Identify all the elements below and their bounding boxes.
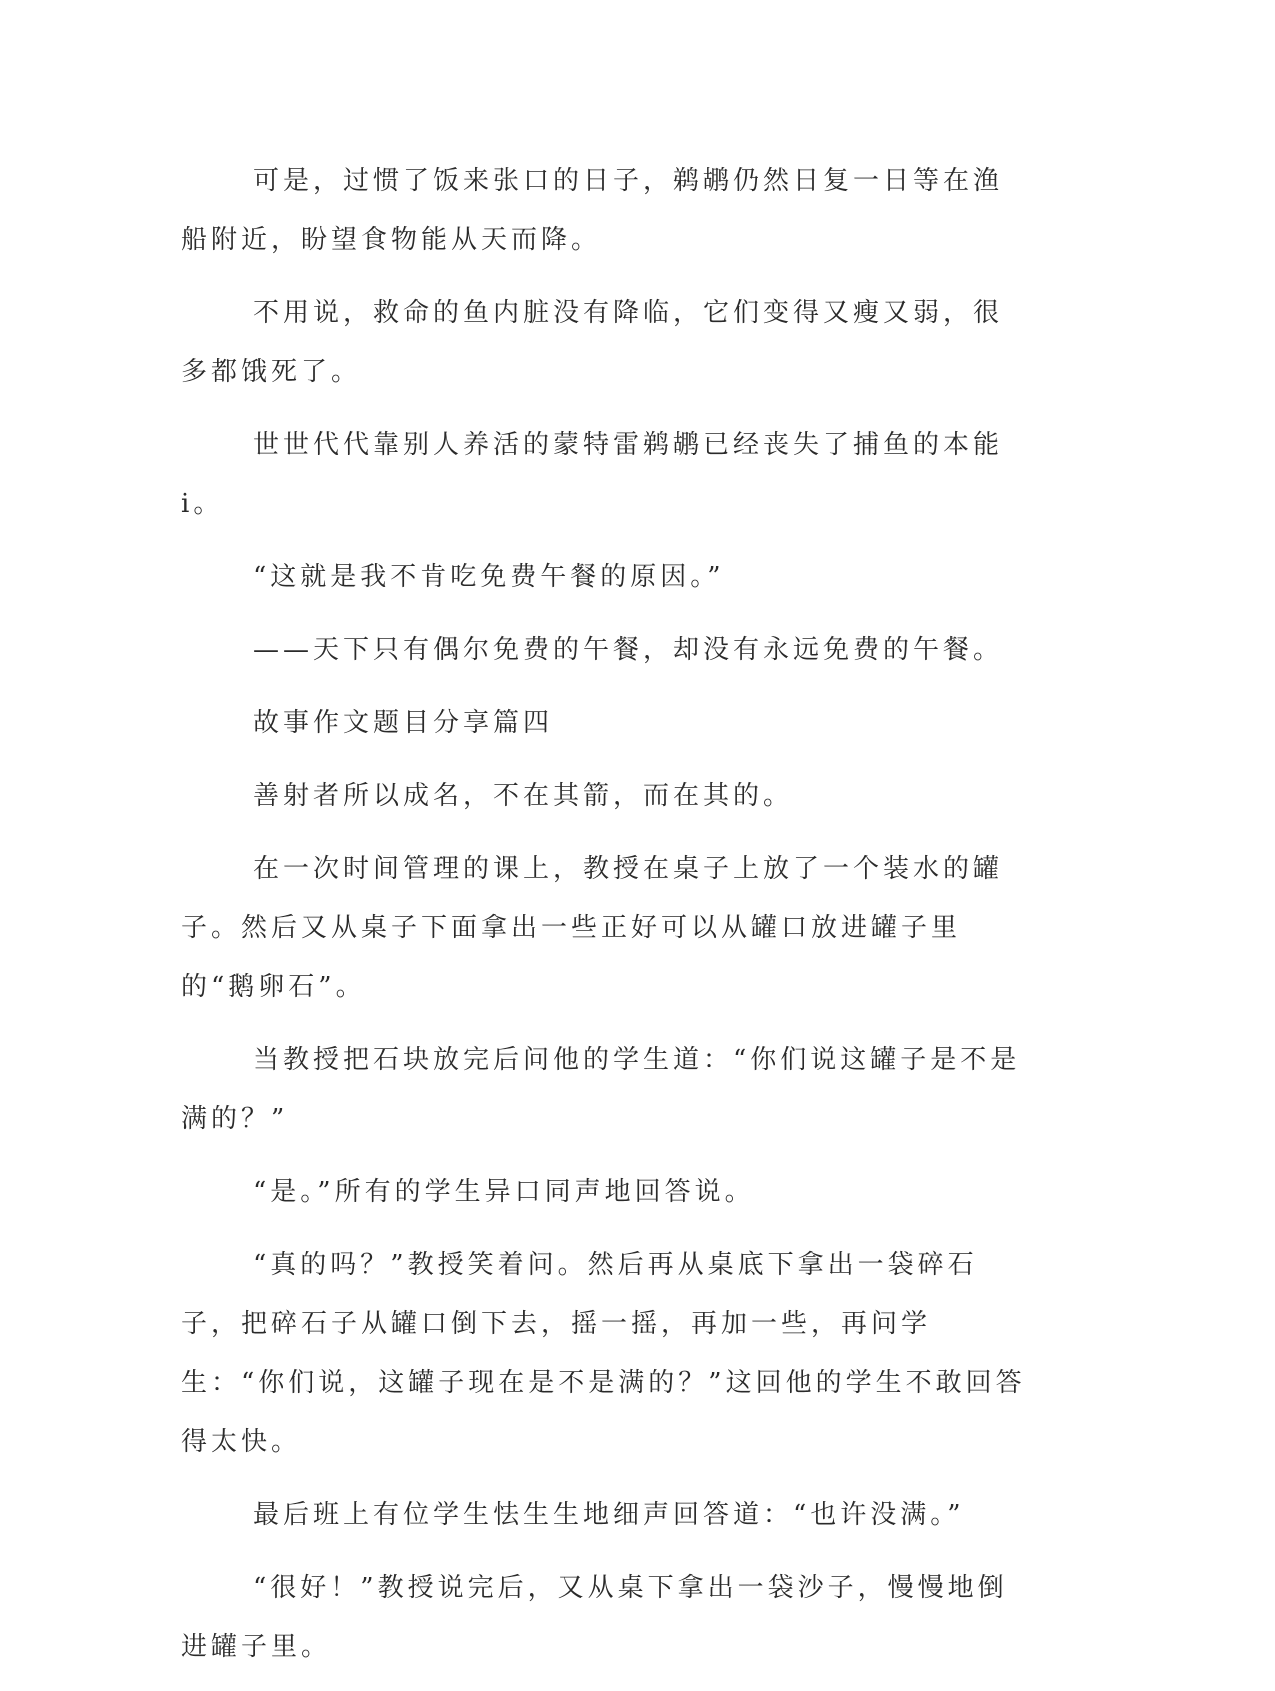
paragraph-11: “真的吗？”教授笑着问。然后再从桌底下拿出一袋碎石子，把碎石子从罐口倒下去，摇一摇，再加一些，再问学生：“你们说，这罐子现在是不是满的？”这回他的学生不敢回答得太快。 (181, 1250, 1026, 1457)
document-body (181, 152, 1031, 1691)
section-heading: 故事作文题目分享篇四 (253, 708, 554, 738)
paragraph-4: “这就是我不肯吃免费午餐的原因。” (253, 562, 725, 592)
paragraph-7: 善射者所以成名，不在其箭，而在其的。 (253, 781, 794, 811)
paragraph-12: 最后班上有位学生怯生生地细声回答道：“也许没满。” (253, 1500, 965, 1530)
paragraph-5: ——天下只有偶尔免费的午餐，却没有永远免费的午餐。 (253, 635, 1004, 665)
paragraph-2: 不用说，救命的鱼内脏没有降临，它们变得又瘦又弱，很多都饿死了。 (181, 298, 1004, 387)
paragraph-10: “是。”所有的学生异口同声地回答说。 (253, 1177, 755, 1207)
paragraph-3: 世世代代靠别人养活的蒙特雷鹈鹕已经丧失了捕鱼的本能i。 (181, 430, 1004, 519)
paragraph-8: 在一次时间管理的课上，教授在桌子上放了一个装水的罐子。然后又从桌子下面拿出一些正好可以从罐口放进罐子里的“鹅卵石”。 (181, 854, 1004, 1002)
paragraph-1: 可是，过惯了饭来张口的日子，鹈鹕仍然日复一日等在渔船附近，盼望食物能从天而降。 (181, 166, 1004, 255)
paragraph-9: 当教授把石块放完后问他的学生道：“你们说这罐子是不是满的？” (181, 1045, 1021, 1134)
paragraph-13: “很好！”教授说完后，又从桌下拿出一袋沙子，慢慢地倒进罐子里。 (181, 1573, 1008, 1662)
